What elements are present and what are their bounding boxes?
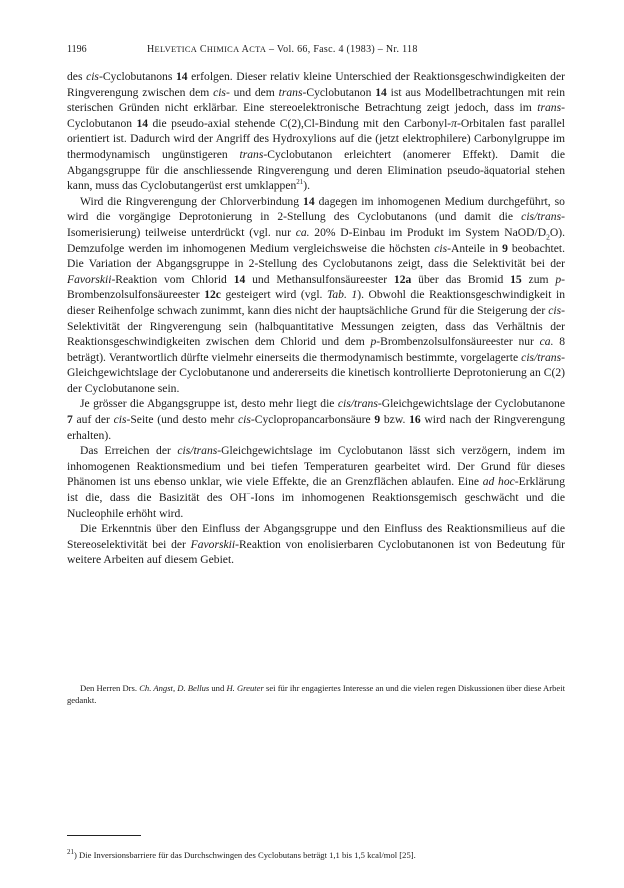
- text-run: ,: [172, 683, 178, 693]
- text-run: über das Bromid: [411, 272, 511, 286]
- text-run: ca.: [539, 335, 554, 349]
- text-run: -Cyclobutanon: [67, 101, 565, 130]
- text-run: ).: [303, 179, 311, 193]
- text-run: 8 beträgt). Verantwortlich dürfte vielmehr einerseits die thermodynamisch bestimmte, vorgelagerte: [67, 335, 565, 364]
- text-run: sei für ihr engagiertes Interesse an und die vielen regen Diskussionen über diese Arbeit gedankt.: [67, 683, 566, 705]
- text-run: -Gleichgewichtslage der Cyclobutanone: [377, 397, 565, 411]
- text-run: erfolgen. Dieser relativ kleine Unterschied der Reaktionsgeschwindigkeiten der Ringverengung zwischen dem: [67, 70, 565, 99]
- text-run: des: [67, 70, 87, 83]
- text-run: ). Obwohl die Reaktionsgeschwindigkeit in dieser Reihenfolge schwach zunimmt, kann dies nicht der hauptsächliche Grund für die Steigerung der: [67, 288, 566, 317]
- paragraph: [67, 521, 565, 568]
- text-run: die pseudo-axial stehende C(2),Cl-Bindung mit den Carbonyl-: [148, 116, 452, 130]
- text-run: -Seite (und desto mehr: [126, 413, 238, 427]
- running-head: HELVETICA CHIMICA ACTA – Vol. 66, Fasc. 4 (1983) – Nr. 118: [147, 44, 418, 55]
- text-run: ist aus Modellbetrachtungen mit rein sterischen Gründen nicht erklärbar. Eine stereoelektronische Betrachtung zeigt jedoch, dass im: [67, 85, 565, 115]
- text-run: dagegen im inhomogenen Medium durchgeführt, so wird die vorgängige Deprotonierung in 2-Stellung des Cyclobutanons (und damit die: [67, 194, 565, 224]
- body-text: [67, 69, 565, 568]
- text-run: cis: [86, 70, 99, 83]
- text-run: wird nach der Ringverengung erhalten).: [67, 413, 565, 442]
- page-number: 1196: [67, 44, 87, 55]
- text-run: -Orbitalen fast parallel orientiert ist. Dadurch wird der Angriff des Hydroxylions auf die (jetzt elektrophilere) Carbonylgruppe im thermodynamisch ungünstigeren: [67, 116, 565, 161]
- text-run: cis: [113, 413, 127, 427]
- compound-number: 12a: [393, 272, 412, 286]
- text-run: Tab. 1: [326, 288, 358, 302]
- text-run: -Brombenzolsulfonsäureester: [67, 272, 566, 302]
- text-run: ca.: [295, 225, 310, 239]
- text-run: cis: [548, 303, 562, 317]
- compound-number: 14: [303, 194, 315, 208]
- text-run: -Reaktion vom Chlorid: [111, 272, 234, 286]
- paragraph: [67, 396, 565, 443]
- text-run: Je grösser die Abgangsgruppe ist, desto mehr liegt die: [80, 397, 338, 411]
- text-run: -Cyclobutanon erleichtert (anomerer Effekt). Damit die Abgangsgruppe für die anschliessende Ringverengung und deren Elimination pseudo-äquatorial stehen kann, muss das Cyclobutangerüst erst umklappen: [67, 147, 565, 193]
- text-run: cis: [237, 413, 251, 427]
- footnote-rule: [67, 835, 141, 836]
- text-run: cis: [434, 241, 448, 255]
- text-run: ) Die Inversionsbarriere für das Durchschwingen des Cyclobutans beträgt 1,1 bis 1,5 kcal/mol [25].: [74, 850, 416, 860]
- compound-number: 14: [175, 70, 188, 83]
- text-run: 2: [546, 232, 550, 242]
- text-run: O). Demzufolge werden im inhomogenen Medium vergleichsweise die höchsten: [67, 225, 566, 255]
- page-header: [67, 44, 565, 58]
- text-run: Favorskii: [67, 272, 112, 286]
- text-run: -Brombenzolsulfonsäureester nur: [376, 335, 540, 349]
- compound-number: 9: [374, 413, 381, 427]
- text-run: Die Erkenntnis über den Einfluss der Abgangsgruppe und den Einfluss des Reaktionsmilieus auf die Stereoselektivität bei der: [67, 522, 565, 551]
- text-run: Favorskii: [190, 537, 236, 551]
- text-run: zum: [521, 272, 556, 286]
- acknowledgement: [67, 682, 565, 706]
- text-run: - und dem: [225, 85, 279, 99]
- compound-number: 14: [375, 85, 387, 99]
- footnote-ref: −: [246, 490, 251, 499]
- paragraph: [67, 69, 565, 194]
- text-run: -Cyclopropancarbonsäure: [250, 413, 375, 427]
- compound-number: 16: [409, 413, 421, 427]
- text-run: 20% D-Einbau im Produkt im System NaOD/D: [309, 225, 547, 239]
- text-run: cis/trans: [521, 350, 562, 364]
- text-run: beobachtet. Die Variation der Abgangsgruppe in 2-Stellung des Cyclobutanons zeigt, dass die Selektivität bei der: [67, 241, 565, 271]
- text-run: und: [209, 683, 227, 693]
- compound-number: 14: [136, 116, 149, 130]
- text-run: Wird die Ringverengung der Chlorverbindung: [80, 194, 304, 208]
- text-run: -Reaktion von enolisierbaren Cyclobutanonen ist von Bedeutung für weitere Arbeiten auf diesem Gebiet.: [67, 537, 565, 567]
- text-run: trans: [239, 147, 264, 161]
- paragraph: [67, 443, 565, 521]
- text-run: -Isomerisierung) teilweise unterdrückt (vgl. nur: [67, 210, 565, 239]
- compound-number: 12c: [204, 288, 221, 302]
- text-run: cis/trans: [521, 210, 562, 224]
- text-run: cis/trans: [177, 444, 218, 458]
- text-run: -Gleichgewichtslage im Cyclobutanon lässt sich verzögern, indem im inhomogenen Reaktionsmedium und bei tiefen Temperaturen gearbeitet wird. Der Grund für dieses Phänomen ist uns ebenso unklar, wie viele Effekte, die an Grenzflächen ablaufen. Eine: [67, 444, 565, 489]
- footnote: [67, 849, 565, 861]
- text-run: D. Bellus: [177, 683, 210, 693]
- text-run: -Anteile in: [447, 241, 503, 255]
- text-run: bzw.: [380, 413, 410, 427]
- text-run: Ch. Angst: [139, 683, 173, 693]
- text-run: Das Erreichen der: [80, 444, 178, 458]
- text-run: -Cyclobutanon: [302, 85, 376, 99]
- text-run: -Erklärung ist die, dass die Basizität des OH: [67, 475, 565, 505]
- text-run: auf der: [72, 413, 114, 427]
- text-run: -Gleichgewichtslage der Cyclobutanone und andererseits die kinetisch kontrollierte Deprotonierung an C(2) der Cyclobutanone sein.: [67, 350, 565, 395]
- text-run: p: [555, 272, 562, 286]
- compound-number: 7: [67, 413, 73, 427]
- text-run: π: [451, 116, 457, 130]
- compound-number: 9: [502, 241, 508, 255]
- text-run: Den Herren Drs.: [80, 683, 140, 693]
- text-run: ad hoc: [482, 475, 515, 489]
- paragraph: [67, 194, 565, 397]
- text-run: -Selektivität der Ringverengung sein (halbquantitative Messungen zeigten, dass das Verhältnis der Reaktionsgeschwindigkeiten zwischen dem Chlorid und dem: [67, 303, 565, 349]
- text-run: -Ions im inhomogenen Reaktionsgemisch geschwächt und die Nucleophile erhöht wird.: [67, 491, 565, 520]
- footnote-ref: 21: [296, 178, 304, 187]
- text-run: -Cyclobutanons: [98, 70, 176, 83]
- compound-number: 15: [510, 272, 522, 286]
- text-run: H. Greuter: [226, 683, 264, 693]
- text-run: trans: [537, 101, 562, 115]
- footnote-ref: 21: [67, 848, 74, 857]
- text-run: gesteigert wird (vgl.: [220, 288, 327, 302]
- text-run: p: [370, 335, 377, 349]
- text-run: und Methansulfonsäureester: [245, 272, 394, 286]
- compound-number: 14: [233, 272, 246, 286]
- text-run: trans: [278, 85, 303, 99]
- text-run: cis: [213, 85, 226, 99]
- text-run: cis/trans: [337, 397, 378, 411]
